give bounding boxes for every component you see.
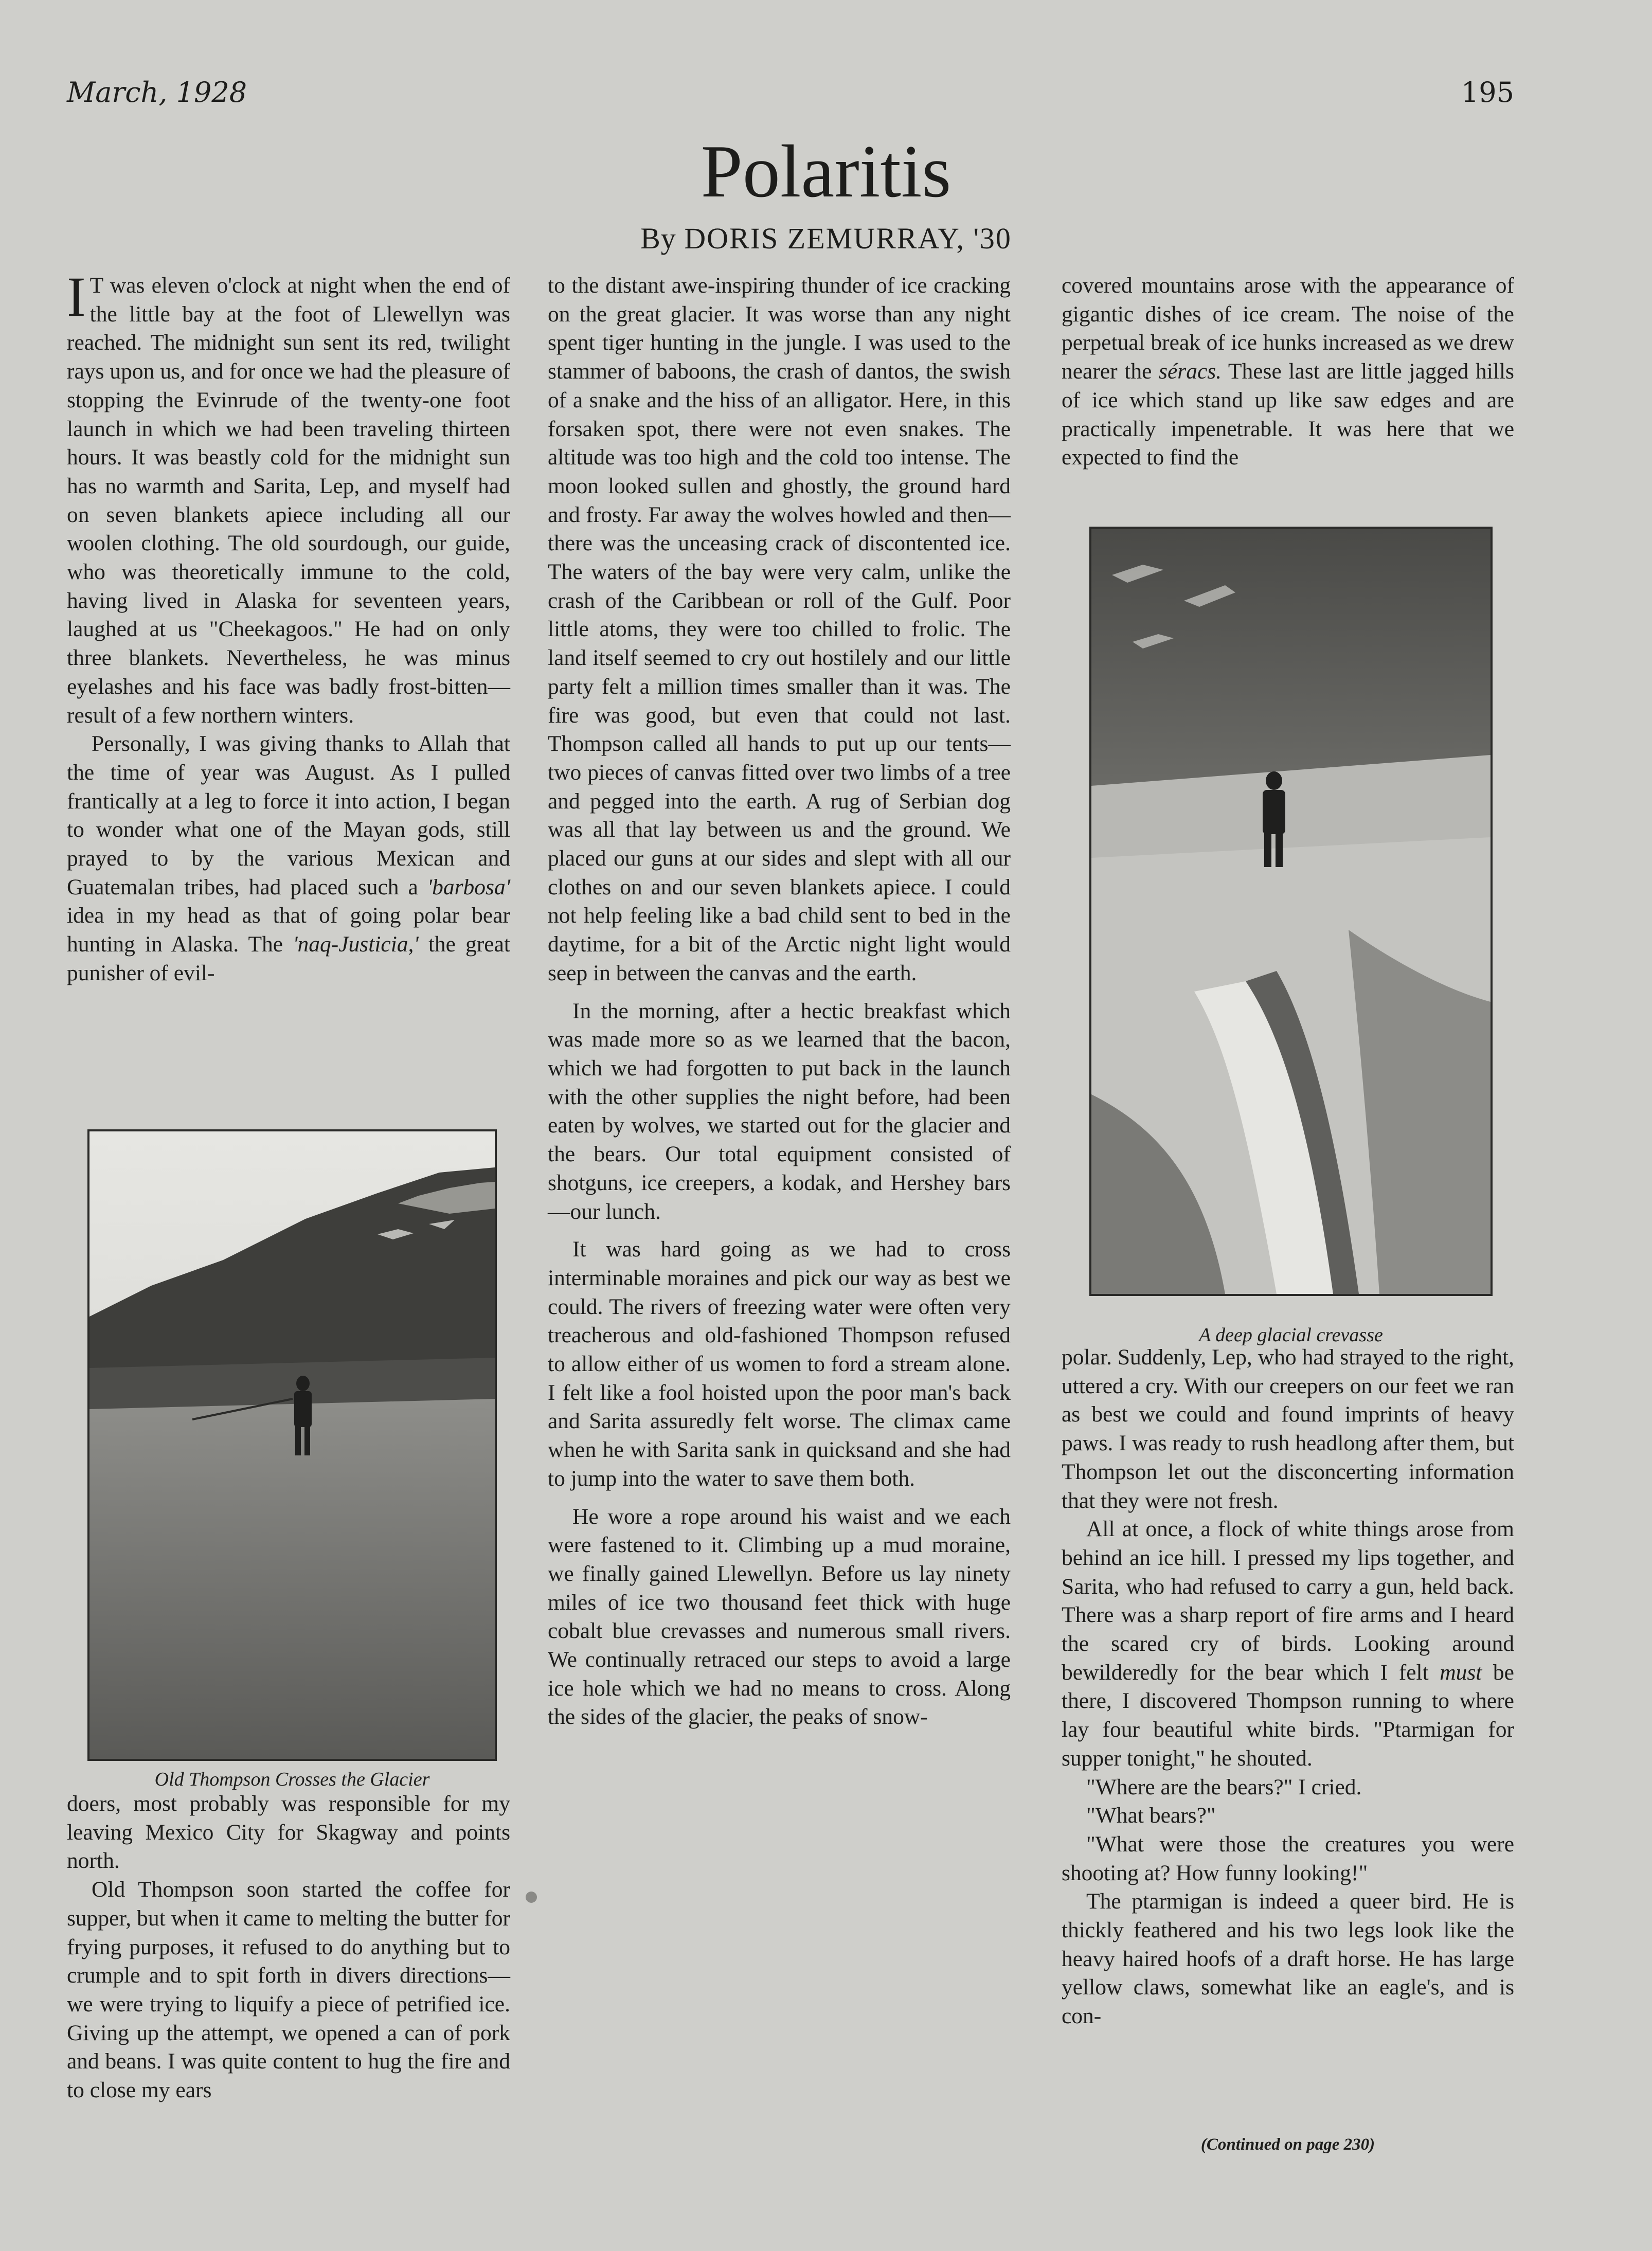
drop-cap: I (67, 265, 86, 328)
photo-glacial-crevasse (1089, 527, 1493, 1296)
paragraph-text: be there, I discovered Thompson running to where lay four beautiful white birds. "Ptarmigan for supper tonight," he shouted. (1062, 1660, 1514, 1771)
byline-author: DORIS ZEMURRAY, '30 (684, 222, 1012, 255)
column-2 (548, 272, 1011, 2159)
column-1-top (67, 265, 510, 1105)
paragraph-text: Personally, I was giving thanks to Allah that the time of year was August. As I pulled frantically at a leg to force it into action, I began to wonder what one of the Mayan gods, still prayed to by the various Mexican and Guatemalan tribes, had placed such a (67, 731, 510, 899)
paragraph: He wore a rope around his waist and we each were fastened to it. Climbing up a mud moraine, we finally gained Llewellyn. Before us lay ninety miles of ice two thousand feet thick with huge cobalt blue crevasses and numerous small rivers. We continually retraced our steps to avoid a large ice hole which we had no means to cross. Along the sides of the glacier, the peaks of snow- (548, 1504, 1011, 1730)
paragraph: doers, most probably was responsible for my leaving Mexico City for Skagway and points north. (67, 1791, 510, 1874)
paragraph-text: These last are little jagged hills of ice which stand up like saw edges and are practically impenetrable. It was here that we expected to find the (1062, 359, 1514, 470)
italic-term: 'naq-Justicia,' (293, 932, 419, 957)
page-number: 195 (1461, 76, 1514, 109)
italic-term: 'barbosa' (427, 874, 510, 899)
paragraph (1062, 272, 1514, 472)
glacier-photo-2-image (1091, 529, 1491, 1294)
column-1-bottom (67, 1790, 510, 2150)
paragraph: The ptarmigan is indeed a queer bird. He is thickly feathered and his two legs look like the heavy haired hoofs of a draft horse. He has large yellow claws, somewhat like an eagle's, and is con- (1062, 1889, 1514, 2029)
paragraph: Old Thompson soon started the coffee for supper, but when it came to melting the butter for frying purposes, it refused to do anything but to crumple and to spit forth in divers directions—we were trying to liquify a piece of petrified ice. Giving up the attempt, we opened a can of pork and beans. I was quite content to hug the fire and to close my ears (67, 1877, 510, 2103)
paragraph: "What bears?" (1086, 1803, 1216, 1828)
column-3-bottom (1062, 1343, 1514, 2135)
paragraph: polar. Suddenly, Lep, who had strayed to the right, uttered a cry. With our creepers on our feet we ran as best we could and found imprints of heavy paws. I was ready to rush headlong after them, but Thompson let out the disconcerting information that they were not fresh. (1062, 1345, 1514, 1513)
paragraph-text: idea in my head as that of going polar bear hunting in Alaska. The (67, 903, 510, 957)
photo-caption-1: Old Thompson Crosses the Glacier (154, 1769, 430, 1790)
glacier-photo-1-image (89, 1131, 495, 1759)
paragraph (67, 730, 510, 987)
paragraph-text: covered mountains arose with the appearance of gigantic dishes of ice cream. The noise of the perpetual break of ice hunks increased as we drew nearer the (1062, 273, 1514, 384)
issue-date: March, 1928 (67, 76, 247, 109)
paragraph (67, 265, 510, 730)
photo-thompson-crossing-glacier (87, 1129, 497, 1761)
italic-term: séracs. (1159, 359, 1222, 384)
paragraph: "What were those the creatures you were shooting at? How funny looking!" (1062, 1831, 1514, 1885)
byline (0, 221, 1652, 256)
page-mark (526, 1892, 537, 1903)
paragraph: to the distant awe-inspiring thunder of ice cracking on the great glacier. It was worse than any night spent tiger hunting in the jungle. I was used to the stammer of baboons, the crash of dantos, the swish of a snake and the hiss of an alligator. Here, in this forsaken spot, there were not even snakes. The altitude was too high and the cold too intense. The moon looked sullen and ghostly, the ground hard and frosty. Far away the wolves howled and then—there was the unceasing crack of discontented ice. The waters of the bay were very calm, unlike the crash of the Caribbean or roll of the Gulf. Poor little atoms, they were too chilled to frolic. The land itself seemed to cry out hostilely and our little party felt a million times smaller than it was. The fire was good, but even that could not last. Thompson called all hands to put up our tents—two pieces of canvas fitted over two limbs of a tree and pegged into the earth. A rug of Serbian dog was all that lay between us and the ground. We placed our guns at our sides and slept with all our clothes on and our seven blankets apiece. I could not help feeling like a bad child sent to bed in the daytime, for a bit of the Arctic night light would seep in between the canvas and the earth. (548, 273, 1011, 985)
paragraph-text: T was eleven o'clock at night when the end of the little bay at the foot of Llewellyn was reached. The midnight sun sent its red, twilight rays upon us, and for once we had the pleasure of stopping the Evinrude of the twenty-one foot launch in which we had been traveling thirteen hours. It was beastly cold for the midnight sun has no warmth and Sarita, Lep, and myself had on seven blankets apiece including all our woolen clothing. The old sourdough, our guide, who was theoretically immune to the cold, having lived in Alaska for seventeen years, laughed at us "Cheekagoos." He had on only three blankets. Nevertheless, he was minus eyelashes and his face was badly frost-bitten—result of a few northern winters. (67, 273, 510, 728)
paragraph-text: the great punisher of evil- (67, 932, 510, 985)
continued-notice: (Continued on page 230) (1200, 2135, 1375, 2154)
column-3-top (1062, 272, 1514, 508)
paragraph (1062, 1515, 1514, 1773)
byline-prefix: By (640, 222, 676, 255)
italic-term: must (1440, 1660, 1482, 1685)
paragraph: It was hard going as we had to cross interminable moraines and pick our way as best we could. The rivers of freezing water were often very treacherous and old-fashioned Thompson refused to allow either of us women to ford a stream alone. I felt like a fool hoisted upon the poor man's back and Sarita assuredly felt worse. The climax came when he with Sarita sank in quicksand and she had to jump into the water to save them both. (548, 1237, 1011, 1491)
paragraph-text: All at once, a flock of white things arose from behind an ice hill. I pressed my lips together, and Sarita, who had refused to carry a gun, held back. There was a sharp report of fire arms and I heard the scared cry of birds. Looking around bewilderedly for the bear which I felt (1062, 1517, 1514, 1685)
photo-caption-2: A deep glacial crevasse (1199, 1324, 1383, 1346)
paragraph: "Where are the bears?" I cried. (1086, 1774, 1362, 1799)
paragraph: In the morning, after a hectic breakfast which was made more so as we learned that the bacon, which we had forgotten to put back in the launch with the other supplies the night before, had been eaten by wolves, we started out for the glacier and the bears. Our total equipment consisted of shotguns, ice creepers, a kodak, and Hershey bars—our lunch. (548, 998, 1011, 1224)
article-title: Polaritis (701, 130, 951, 213)
